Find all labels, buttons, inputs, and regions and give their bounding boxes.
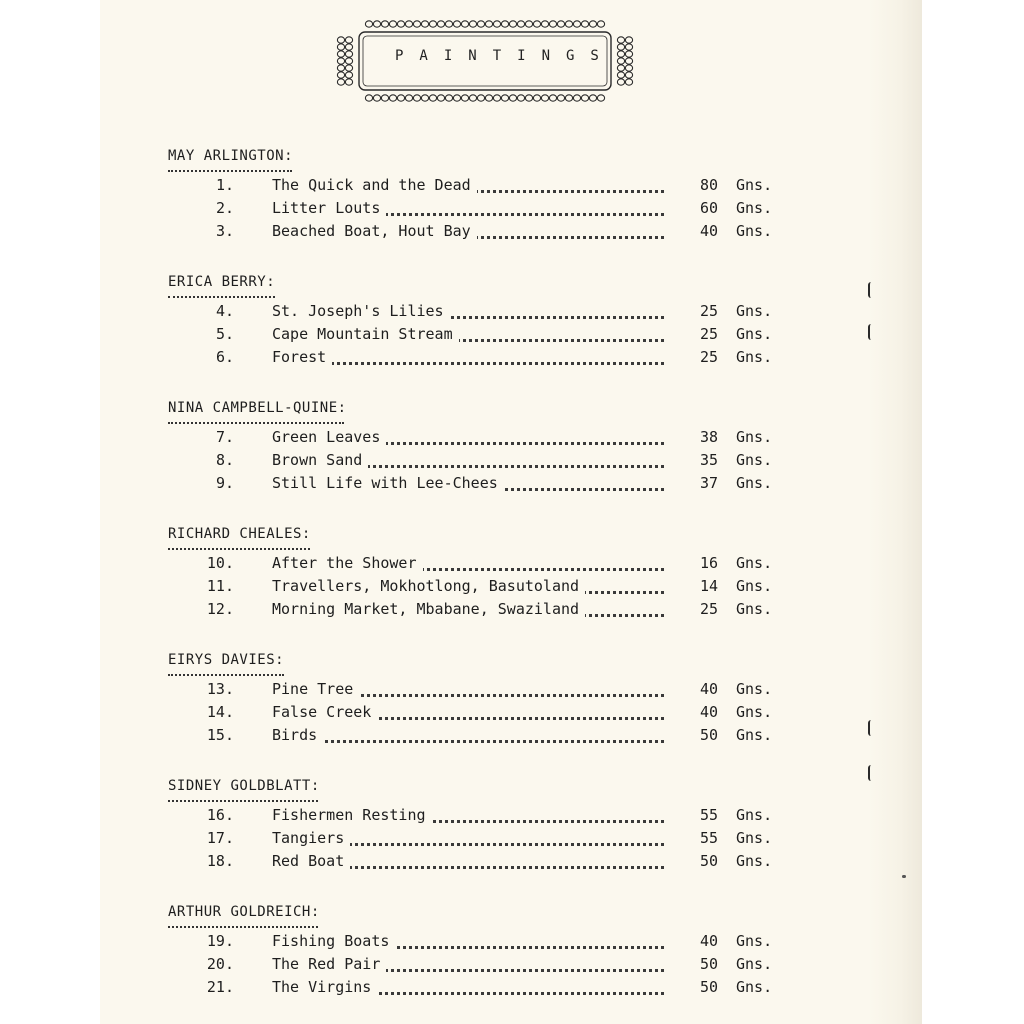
painting-number: 18. xyxy=(206,852,234,870)
frame-bead xyxy=(509,95,516,101)
frame-bead xyxy=(617,37,624,43)
frame-bead xyxy=(365,21,372,27)
painting-title: After the Shower xyxy=(272,554,423,572)
frame-bead xyxy=(461,21,468,27)
paper-speck xyxy=(902,875,906,878)
price-unit: Gns. xyxy=(736,806,773,824)
painting-price: 40 xyxy=(699,680,718,698)
frame-bead xyxy=(469,21,476,27)
painting-price: 50 xyxy=(699,852,718,870)
frame-bead xyxy=(405,95,412,101)
frame-bead xyxy=(397,95,404,101)
frame-bead xyxy=(617,44,624,50)
artist-name: MAY ARLINGTON: xyxy=(168,148,294,164)
painting-title: Tangiers xyxy=(272,829,350,847)
painting-price: 80 xyxy=(699,176,718,194)
painting-title: The Virgins xyxy=(272,978,377,996)
painting-row xyxy=(0,932,800,954)
artist-underline xyxy=(168,296,275,298)
frame-bead xyxy=(597,21,604,27)
painting-title: Pine Tree xyxy=(272,680,359,698)
painting-price: 40 xyxy=(699,222,718,240)
price-unit: Gns. xyxy=(736,852,773,870)
painting-title: Fishing Boats xyxy=(272,932,395,950)
frame-bead xyxy=(525,21,532,27)
frame-bead xyxy=(389,21,396,27)
painting-row xyxy=(0,978,800,1000)
painting-row xyxy=(0,703,800,725)
frame-bead xyxy=(565,95,572,101)
painting-number: 12. xyxy=(206,600,234,618)
page-title: PAINTINGS xyxy=(395,48,615,64)
frame-bead xyxy=(617,65,624,71)
frame-bead xyxy=(429,95,436,101)
frame-bead xyxy=(345,79,352,85)
frame-bead xyxy=(453,21,460,27)
painting-number: 19. xyxy=(206,932,234,950)
frame-bead xyxy=(617,72,624,78)
artist-underline xyxy=(168,548,310,550)
frame-bead xyxy=(405,21,412,27)
painting-price: 40 xyxy=(699,932,718,950)
frame-bead xyxy=(549,95,556,101)
frame-bead xyxy=(625,37,632,43)
painting-title: Cape Mountain Stream xyxy=(272,325,459,343)
painting-title: Red Boat xyxy=(272,852,350,870)
frame-bead xyxy=(469,95,476,101)
frame-bead xyxy=(557,21,564,27)
painting-row xyxy=(0,348,800,370)
painting-row xyxy=(0,302,800,324)
frame-bead xyxy=(453,95,460,101)
frame-bead xyxy=(541,21,548,27)
price-unit: Gns. xyxy=(736,829,773,847)
frame-bead xyxy=(345,44,352,50)
frame-bead xyxy=(337,79,344,85)
painting-number: 10. xyxy=(206,554,234,572)
artist-underline xyxy=(168,800,318,802)
artist-name: EIRYS DAVIES: xyxy=(168,652,285,668)
frame-bead xyxy=(485,21,492,27)
painting-row xyxy=(0,474,800,496)
painting-title: Birds xyxy=(272,726,323,744)
painting-number: 14. xyxy=(206,703,234,721)
binding-hole-mark xyxy=(868,765,876,781)
frame-bead xyxy=(397,21,404,27)
artist-name: SIDNEY GOLDBLATT: xyxy=(168,778,320,794)
painting-title: Litter Louts xyxy=(272,199,386,217)
frame-bead xyxy=(509,21,516,27)
painting-number: 21. xyxy=(206,978,234,996)
artist-name: NINA CAMPBELL-QUINE: xyxy=(168,400,347,416)
painting-number: 11. xyxy=(206,577,234,595)
painting-row xyxy=(0,577,800,599)
frame-bead xyxy=(617,79,624,85)
frame-bead xyxy=(501,21,508,27)
price-unit: Gns. xyxy=(736,451,773,469)
frame-bead xyxy=(381,95,388,101)
painting-price: 37 xyxy=(699,474,718,492)
price-unit: Gns. xyxy=(736,600,773,618)
artist-underline xyxy=(168,674,284,676)
painting-row xyxy=(0,726,800,748)
frame-bead xyxy=(437,95,444,101)
painting-price: 50 xyxy=(699,726,718,744)
painting-number: 20. xyxy=(206,955,234,973)
painting-title: Travellers, Mokhotlong, Basutoland xyxy=(272,577,585,595)
frame-bead xyxy=(389,95,396,101)
artist-underline xyxy=(168,170,292,172)
frame-bead xyxy=(557,95,564,101)
painting-title: Beached Boat, Hout Bay xyxy=(272,222,477,240)
artist-name: RICHARD CHEALES: xyxy=(168,526,311,542)
painting-number: 9. xyxy=(215,474,234,492)
frame-bead xyxy=(573,95,580,101)
price-unit: Gns. xyxy=(736,176,773,194)
painting-price: 55 xyxy=(699,806,718,824)
price-unit: Gns. xyxy=(736,428,773,446)
painting-number: 15. xyxy=(206,726,234,744)
frame-bead xyxy=(337,37,344,43)
frame-bead xyxy=(345,51,352,57)
painting-price: 40 xyxy=(699,703,718,721)
frame-bead xyxy=(625,65,632,71)
price-unit: Gns. xyxy=(736,222,773,240)
price-unit: Gns. xyxy=(736,955,773,973)
painting-price: 25 xyxy=(699,302,718,320)
frame-bead xyxy=(421,95,428,101)
frame-bead xyxy=(337,51,344,57)
price-unit: Gns. xyxy=(736,932,773,950)
painting-title: Brown Sand xyxy=(272,451,368,469)
frame-bead xyxy=(625,79,632,85)
frame-bead xyxy=(573,21,580,27)
frame-bead xyxy=(501,95,508,101)
page-edge xyxy=(868,0,922,1024)
painting-price: 50 xyxy=(699,955,718,973)
frame-bead xyxy=(565,21,572,27)
price-unit: Gns. xyxy=(736,325,773,343)
painting-number: 13. xyxy=(206,680,234,698)
painting-number: 2. xyxy=(215,199,234,217)
painting-title: The Red Pair xyxy=(272,955,386,973)
painting-row xyxy=(0,955,800,977)
frame-bead xyxy=(581,95,588,101)
price-unit: Gns. xyxy=(736,199,773,217)
painting-title: Forest xyxy=(272,348,332,366)
frame-bead xyxy=(549,21,556,27)
frame-bead xyxy=(445,95,452,101)
price-unit: Gns. xyxy=(736,302,773,320)
frame-bead xyxy=(485,95,492,101)
frame-bead xyxy=(517,21,524,27)
frame-bead xyxy=(345,72,352,78)
painting-row xyxy=(0,852,800,874)
painting-price: 25 xyxy=(699,600,718,618)
painting-number: 8. xyxy=(215,451,234,469)
frame-bead xyxy=(541,95,548,101)
painting-number: 7. xyxy=(215,428,234,446)
frame-bead xyxy=(597,95,604,101)
frame-bead xyxy=(413,95,420,101)
painting-row xyxy=(0,199,800,221)
frame-bead xyxy=(625,51,632,57)
painting-row xyxy=(0,176,800,198)
frame-bead xyxy=(493,21,500,27)
painting-row xyxy=(0,428,800,450)
price-unit: Gns. xyxy=(736,726,773,744)
frame-bead xyxy=(517,95,524,101)
price-unit: Gns. xyxy=(736,703,773,721)
frame-bead xyxy=(381,21,388,27)
frame-bead xyxy=(365,95,372,101)
binding-hole-mark xyxy=(868,720,876,736)
painting-number: 5. xyxy=(215,325,234,343)
frame-bead xyxy=(345,65,352,71)
painting-title: False Creek xyxy=(272,703,377,721)
painting-number: 6. xyxy=(215,348,234,366)
painting-title: Green Leaves xyxy=(272,428,386,446)
binding-hole-mark xyxy=(868,282,876,298)
painting-price: 14 xyxy=(699,577,718,595)
frame-bead xyxy=(477,95,484,101)
frame-bead xyxy=(421,21,428,27)
price-unit: Gns. xyxy=(736,348,773,366)
painting-row xyxy=(0,806,800,828)
painting-number: 4. xyxy=(215,302,234,320)
painting-number: 1. xyxy=(215,176,234,194)
artist-name: ARTHUR GOLDREICH: xyxy=(168,904,320,920)
painting-price: 60 xyxy=(699,199,718,217)
frame-bead xyxy=(589,95,596,101)
painting-title: Still Life with Lee-Chees xyxy=(272,474,504,492)
frame-bead xyxy=(345,37,352,43)
price-unit: Gns. xyxy=(736,554,773,572)
painting-row xyxy=(0,554,800,576)
painting-row xyxy=(0,451,800,473)
frame-bead xyxy=(625,44,632,50)
painting-row xyxy=(0,222,800,244)
price-unit: Gns. xyxy=(736,474,773,492)
painting-row xyxy=(0,600,800,622)
painting-title: The Quick and the Dead xyxy=(272,176,477,194)
binding-hole-mark xyxy=(868,324,876,340)
painting-number: 3. xyxy=(215,222,234,240)
painting-price: 35 xyxy=(699,451,718,469)
frame-bead xyxy=(533,21,540,27)
frame-bead xyxy=(373,95,380,101)
frame-bead xyxy=(429,21,436,27)
frame-bead xyxy=(337,65,344,71)
painting-row xyxy=(0,325,800,347)
frame-bead xyxy=(625,58,632,64)
frame-bead xyxy=(589,21,596,27)
frame-bead xyxy=(413,21,420,27)
frame-bead xyxy=(337,44,344,50)
painting-price: 38 xyxy=(699,428,718,446)
painting-title: Fishermen Resting xyxy=(272,806,432,824)
frame-bead xyxy=(445,21,452,27)
artist-underline xyxy=(168,926,318,928)
page-margin xyxy=(922,0,1024,1024)
frame-bead xyxy=(493,95,500,101)
header-ornamental-frame xyxy=(335,18,635,104)
painting-number: 16. xyxy=(206,806,234,824)
frame-bead xyxy=(525,95,532,101)
painting-price: 16 xyxy=(699,554,718,572)
frame-bead xyxy=(461,95,468,101)
painting-title: Morning Market, Mbabane, Swaziland xyxy=(272,600,585,618)
frame-bead xyxy=(533,95,540,101)
frame-bead xyxy=(477,21,484,27)
price-unit: Gns. xyxy=(736,680,773,698)
painting-price: 55 xyxy=(699,829,718,847)
frame-bead xyxy=(581,21,588,27)
frame-bead xyxy=(345,58,352,64)
frame-bead xyxy=(373,21,380,27)
artist-name: ERICA BERRY: xyxy=(168,274,276,290)
painting-row xyxy=(0,829,800,851)
frame-bead xyxy=(337,72,344,78)
price-unit: Gns. xyxy=(736,978,773,996)
frame-bead xyxy=(617,51,624,57)
frame-bead xyxy=(337,58,344,64)
frame-bead xyxy=(437,21,444,27)
artist-underline xyxy=(168,422,344,424)
painting-price: 25 xyxy=(699,325,718,343)
frame-bead xyxy=(625,72,632,78)
painting-title: St. Joseph's Lilies xyxy=(272,302,450,320)
frame-bead xyxy=(617,58,624,64)
price-unit: Gns. xyxy=(736,577,773,595)
painting-price: 50 xyxy=(699,978,718,996)
painting-row xyxy=(0,680,800,702)
painting-price: 25 xyxy=(699,348,718,366)
painting-number: 17. xyxy=(206,829,234,847)
